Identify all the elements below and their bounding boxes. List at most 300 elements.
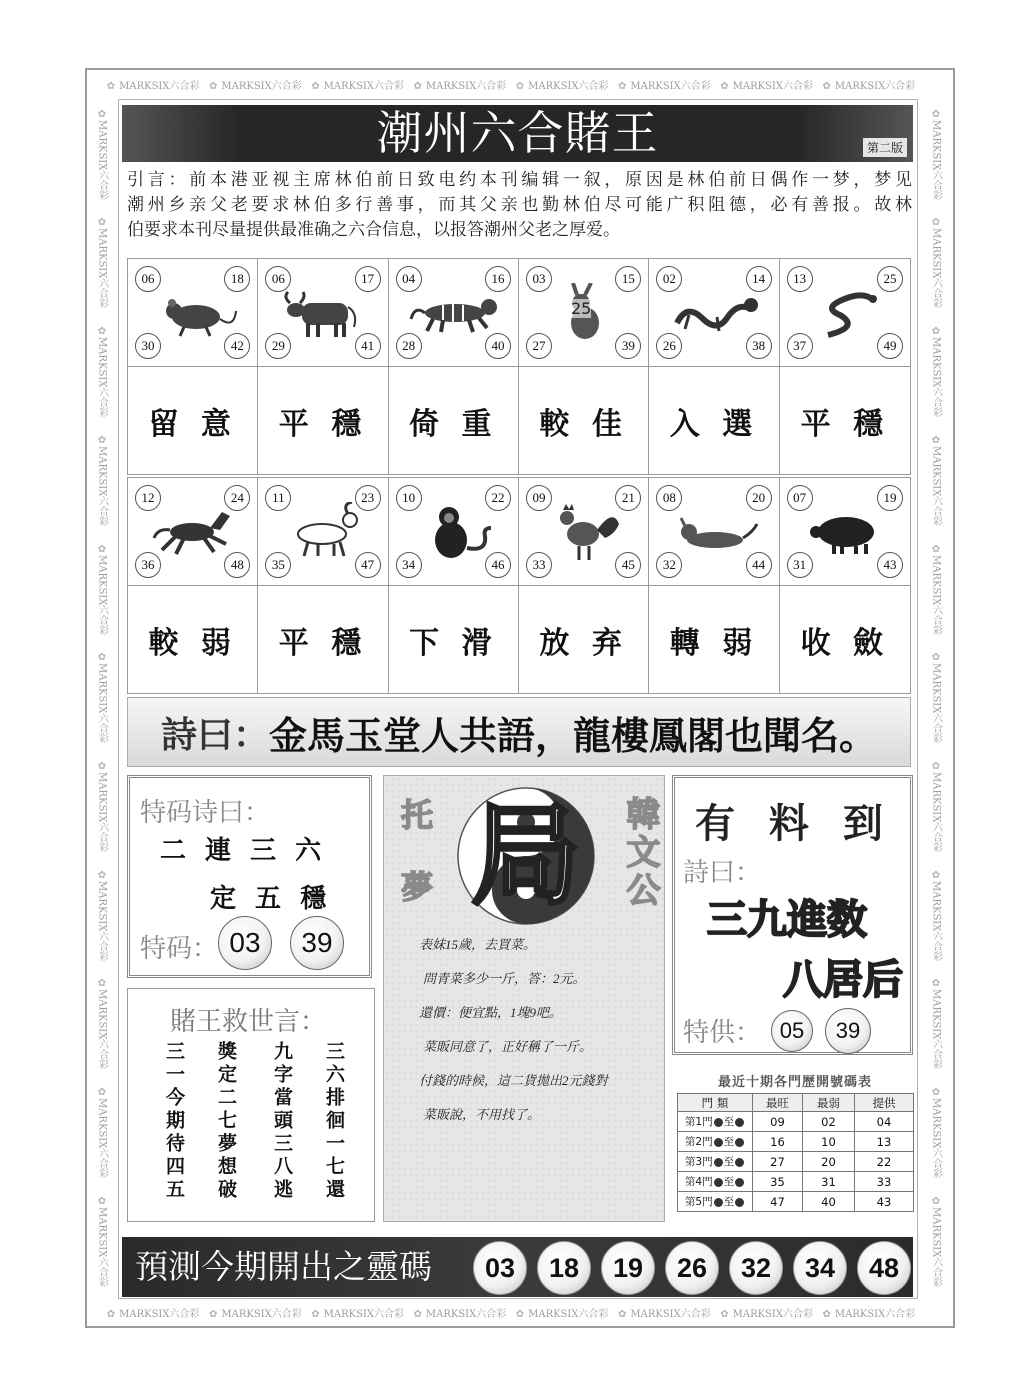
watermark-item <box>929 109 944 200</box>
zodiac-number: 45 <box>615 552 641 578</box>
flower-icon: ✿ <box>413 80 422 92</box>
watermark-item <box>818 1305 915 1320</box>
zodiac-picture <box>128 478 257 586</box>
dark-circle-icon <box>735 1178 744 1187</box>
watermark-border-bottom <box>100 1302 918 1322</box>
watermark-item <box>929 652 944 743</box>
watermark-item <box>95 109 110 200</box>
watermark-item <box>95 1087 110 1178</box>
watermark-text: MARKSIX六合彩 <box>96 119 108 201</box>
flower-icon: ✿ <box>930 1087 942 1099</box>
zodiac-picture <box>389 259 518 367</box>
watermark-text: MARKSIX六合彩 <box>732 1308 814 1320</box>
watermark-text: MARKSIX六合彩 <box>930 554 942 635</box>
watermark-item <box>929 761 944 852</box>
zodiac-number: 31 <box>787 552 813 578</box>
zodiac-cell <box>649 259 779 474</box>
watermark-item <box>95 761 110 852</box>
watermark-text: MARKSIX六合彩 <box>96 445 108 527</box>
history-table-block <box>677 1073 913 1212</box>
watermark-text: MARKSIX六合彩 <box>96 1098 108 1179</box>
dream-heading-right: 韓文公 <box>620 796 660 910</box>
zodiac-number: 09 <box>526 485 552 511</box>
zodiac-picture <box>258 478 387 586</box>
material-title: 有 料 到 <box>695 801 893 847</box>
flower-icon: ✿ <box>930 978 942 990</box>
zodiac-number: 07 <box>787 485 813 511</box>
zodiac-number: 35 <box>265 552 291 578</box>
verse-column: 三一今期待四五 <box>163 1041 185 1202</box>
watermark-text: MARKSIX六合彩 <box>425 1308 507 1320</box>
zodiac-picture <box>389 478 518 586</box>
zodiac-number: 24 <box>224 485 250 511</box>
watermark-item <box>409 1305 506 1320</box>
rooster-icon <box>539 502 629 562</box>
material-verse-line-2: 八居后 <box>783 957 903 1003</box>
dark-circle-icon <box>735 1118 744 1127</box>
zodiac-cell <box>389 259 519 474</box>
flower-icon: ✿ <box>617 1308 627 1320</box>
door-label: 第5門 <box>684 1196 713 1208</box>
supply-code-ball: 39 <box>825 1008 871 1054</box>
door-cell <box>678 1172 753 1192</box>
zodiac-number: 43 <box>877 552 903 578</box>
zodiac-number: 49 <box>877 333 903 359</box>
flower-icon: ✿ <box>930 217 942 229</box>
watermark-text: MARKSIX六合彩 <box>96 228 108 309</box>
zodiac-number: 34 <box>396 552 422 578</box>
prediction-label: 預測今期開出之靈碼 <box>135 1247 432 1286</box>
zodiac-number: 29 <box>265 333 291 359</box>
watermark-item <box>95 544 110 635</box>
watermark-text: MARKSIX六合彩 <box>323 80 405 92</box>
flower-icon: ✿ <box>720 1308 729 1320</box>
zodiac-number: 22 <box>485 485 511 511</box>
zodiac-number: 06 <box>265 266 291 292</box>
watermark-text: MARKSIX六合彩 <box>323 1308 405 1320</box>
zodiac-label: 轉 弱 <box>669 625 759 661</box>
history-table <box>677 1093 914 1212</box>
masthead <box>122 105 913 162</box>
watermark-text: MARKSIX六合彩 <box>630 1308 711 1320</box>
min-cell: 40 <box>803 1192 855 1212</box>
zodiac-cell <box>519 478 649 693</box>
ox-icon <box>278 283 368 343</box>
special-code-title: 特码诗曰： <box>140 798 271 828</box>
door-label: 第1門 <box>684 1116 713 1128</box>
watermark-text: MARKSIX六合彩 <box>834 1308 916 1320</box>
flower-icon: ✿ <box>96 1087 108 1099</box>
zodiac-cell <box>780 259 910 474</box>
prediction-ball: 48 <box>857 1241 911 1295</box>
watermark-item <box>929 435 944 526</box>
door-label: 第3門 <box>684 1156 713 1168</box>
prediction-ball: 32 <box>729 1241 783 1295</box>
watermark-text: MARKSIX六合彩 <box>96 989 108 1070</box>
material-verse-line-1: 三九進数 <box>707 897 867 943</box>
zodiac-label: 留 意 <box>148 406 237 442</box>
watermark-item <box>95 978 110 1069</box>
zodiac-label: 較 弱 <box>148 625 237 661</box>
min-cell: 20 <box>803 1152 855 1172</box>
zodiac-number: 20 <box>746 485 772 511</box>
zodiac-cell <box>389 478 519 693</box>
zodiac-number: 03 <box>526 266 552 292</box>
zodiac-picture <box>128 259 257 367</box>
max-cell: 35 <box>753 1172 803 1192</box>
min-cell: 02 <box>803 1112 855 1132</box>
watermark-text: MARKSIX六合彩 <box>930 880 942 962</box>
flower-icon: ✿ <box>515 1308 525 1320</box>
watermark-item <box>95 435 110 526</box>
flower-icon: ✿ <box>930 760 942 772</box>
dream-box <box>383 775 665 1222</box>
zodiac-picture <box>519 259 648 367</box>
table-header-cell: 提供 <box>855 1094 914 1112</box>
story-line: 菜販說，不用找了。 <box>423 1107 541 1122</box>
flower-icon: ✿ <box>96 434 108 446</box>
zodiac-number: 44 <box>746 552 772 578</box>
zodiac-row <box>127 258 911 475</box>
intro-paragraph <box>127 168 912 243</box>
gambler-words-title: 賭王救世言： <box>170 1007 327 1037</box>
watermark-text: MARKSIX六合彩 <box>732 80 814 92</box>
flower-icon: ✿ <box>930 652 942 664</box>
zodiac-grid <box>127 258 911 694</box>
watermark-text: MARKSIX六合彩 <box>425 80 507 92</box>
prediction-ball: 18 <box>537 1241 591 1295</box>
zodiac-cell <box>519 259 649 474</box>
watermark-border-right <box>923 100 949 1296</box>
zodiac-number: 10 <box>396 485 422 511</box>
dark-circle-icon <box>714 1198 723 1207</box>
watermark-text: MARKSIX六合彩 <box>834 80 916 92</box>
watermark-item <box>929 870 944 961</box>
flower-icon: ✿ <box>106 80 116 92</box>
zodiac-number: 08 <box>656 485 682 511</box>
watermark-text: MARKSIX六合彩 <box>119 1308 200 1320</box>
page-title: 潮州六合賭王 <box>376 106 659 160</box>
watermark-item <box>95 1196 110 1287</box>
edition-label: 第二版 <box>863 138 907 157</box>
table-row <box>678 1132 914 1152</box>
dog-icon <box>669 502 759 562</box>
watermark-item <box>95 870 110 961</box>
flower-icon: ✿ <box>96 108 108 120</box>
table-row <box>678 1112 914 1132</box>
zodiac-cell <box>780 478 910 693</box>
zodiac-number: 39 <box>615 333 641 359</box>
goat-icon <box>278 502 368 562</box>
watermark-item <box>929 1087 944 1178</box>
table-row <box>678 1172 914 1192</box>
watermark-item <box>929 544 944 635</box>
story-line: 付錢的時候，這二貨拋出2元錢對 <box>419 1073 608 1088</box>
watermark-item <box>103 77 200 92</box>
range-separator: 至 <box>723 1176 735 1188</box>
flower-icon: ✿ <box>96 543 108 555</box>
supply-cell: 43 <box>855 1192 914 1212</box>
zodiac-number: 14 <box>746 266 772 292</box>
flower-icon: ✿ <box>515 80 525 92</box>
poem-band <box>127 697 911 767</box>
poem-text: 金馬玉堂人共語，龍樓鳳閣也聞名。 <box>269 713 878 758</box>
watermark-text: MARKSIX六合彩 <box>119 80 200 92</box>
prediction-band <box>122 1237 913 1297</box>
flower-icon: ✿ <box>930 326 942 338</box>
watermark-text: MARKSIX六合彩 <box>930 1206 942 1288</box>
watermark-text: MARKSIX六合彩 <box>930 445 942 527</box>
dark-circle-icon <box>714 1158 723 1167</box>
watermark-item <box>716 77 813 92</box>
watermark-item <box>205 77 302 92</box>
watermark-text: MARKSIX六合彩 <box>96 880 108 962</box>
watermark-item <box>95 326 110 417</box>
zodiac-picture <box>780 259 910 367</box>
zodiac-number: 41 <box>355 333 381 359</box>
material-poem-label: 詩曰： <box>683 858 762 888</box>
watermark-item <box>307 1305 404 1320</box>
table-header-row <box>678 1094 914 1112</box>
zodiac-overlay-number: 25 <box>570 299 592 318</box>
range-separator: 至 <box>723 1116 735 1128</box>
zodiac-number: 26 <box>656 333 682 359</box>
max-cell: 27 <box>753 1152 803 1172</box>
watermark-item <box>929 1196 944 1287</box>
supply-cell: 22 <box>855 1152 914 1172</box>
watermark-text: MARKSIX六合彩 <box>930 771 942 853</box>
rat-icon <box>148 283 238 343</box>
watermark-item <box>929 978 944 1069</box>
max-cell: 09 <box>753 1112 803 1132</box>
zodiac-cell <box>649 478 779 693</box>
watermark-text: MARKSIX六合彩 <box>221 80 302 92</box>
watermark-text: MARKSIX六合彩 <box>96 1206 108 1288</box>
dark-circle-icon <box>735 1158 744 1167</box>
snake-icon <box>800 283 890 343</box>
special-code-ball: 39 <box>290 916 344 970</box>
gambler-words-box <box>127 988 375 1222</box>
zodiac-number: 23 <box>355 485 381 511</box>
zodiac-label: 平 穩 <box>278 625 368 661</box>
horse-icon <box>148 502 238 562</box>
history-table-title: 最近十期各門歷開號碼表 <box>717 1075 872 1090</box>
range-separator: 至 <box>723 1156 735 1168</box>
min-cell: 10 <box>803 1132 855 1152</box>
zodiac-picture <box>258 259 387 367</box>
door-cell <box>678 1152 753 1172</box>
flower-icon: ✿ <box>930 108 942 120</box>
verse-column: 獎定二七夢想破 <box>215 1041 237 1202</box>
flower-icon: ✿ <box>208 1308 218 1320</box>
zodiac-label: 平 穩 <box>800 406 890 442</box>
watermark-text: MARKSIX六合彩 <box>930 1098 942 1179</box>
flower-icon: ✿ <box>311 80 320 92</box>
zodiac-picture <box>780 478 910 586</box>
min-cell: 31 <box>803 1172 855 1192</box>
zodiac-cell <box>258 259 388 474</box>
flower-icon: ✿ <box>96 217 108 229</box>
prediction-ball: 19 <box>601 1241 655 1295</box>
zodiac-number: 19 <box>877 485 903 511</box>
prediction-ball: 26 <box>665 1241 719 1295</box>
flower-icon: ✿ <box>96 978 108 990</box>
watermark-item <box>512 1305 609 1320</box>
dark-circle-icon <box>714 1178 723 1187</box>
dark-circle-icon <box>714 1118 723 1127</box>
zodiac-number: 38 <box>746 333 772 359</box>
flower-icon: ✿ <box>930 434 942 446</box>
special-code-verse-line-2: 定 五 穩 <box>210 884 332 914</box>
watermark-text: MARKSIX六合彩 <box>528 1308 609 1320</box>
zodiac-label: 收 斂 <box>800 625 890 661</box>
door-label: 第4門 <box>684 1176 713 1188</box>
flower-icon: ✿ <box>96 869 108 881</box>
watermark-text: MARKSIX六合彩 <box>96 663 108 744</box>
prediction-ball: 03 <box>473 1241 527 1295</box>
watermark-text: MARKSIX六合彩 <box>930 663 942 744</box>
flower-icon: ✿ <box>106 1308 116 1320</box>
zodiac-cell <box>128 478 258 693</box>
story-line: 菜販同意了，正好稱了一斤。 <box>423 1039 593 1054</box>
dark-circle-icon <box>735 1198 744 1207</box>
watermark-item <box>614 77 711 92</box>
zodiac-number: 15 <box>615 266 641 292</box>
zodiac-number: 13 <box>787 266 813 292</box>
watermark-text: MARKSIX六合彩 <box>930 119 942 201</box>
flower-icon: ✿ <box>311 1308 320 1320</box>
zodiac-picture <box>649 478 778 586</box>
material-box <box>672 775 913 1055</box>
flower-icon: ✿ <box>96 652 108 664</box>
verse-column: 九字當頭三八逃 <box>271 1041 293 1202</box>
poem-prefix: 詩曰： <box>160 714 269 756</box>
watermark-text: MARKSIX六合彩 <box>930 228 942 309</box>
watermark-text: MARKSIX六合彩 <box>96 771 108 853</box>
zodiac-number: 04 <box>396 266 422 292</box>
zodiac-label: 下 滑 <box>409 625 498 661</box>
range-separator: 至 <box>723 1136 735 1148</box>
table-row <box>678 1152 914 1172</box>
story-line: 問青菜多少一斤，答：2元。 <box>423 971 586 986</box>
zodiac-number: 18 <box>224 266 250 292</box>
door-label: 第2門 <box>684 1136 713 1148</box>
table-header-cell: 最弱 <box>803 1094 855 1112</box>
zodiac-number: 46 <box>485 552 511 578</box>
zodiac-number: 25 <box>877 266 903 292</box>
watermark-item <box>205 1305 302 1320</box>
zodiac-number: 11 <box>265 485 291 511</box>
zodiac-number: 47 <box>355 552 381 578</box>
flower-icon: ✿ <box>930 869 942 881</box>
special-code-verse-line-1: 二 連 三 六 <box>160 836 327 866</box>
range-separator: 至 <box>723 1196 735 1208</box>
zodiac-number: 28 <box>396 333 422 359</box>
history-table-body <box>678 1112 914 1212</box>
zodiac-number: 40 <box>485 333 511 359</box>
watermark-text: MARKSIX六合彩 <box>528 80 609 92</box>
zodiac-number: 17 <box>355 266 381 292</box>
intro-line: 潮州乡亲父老要求林伯多行善事，而其父亲也勤林伯尽可能广积阻德，必有善报。故林 <box>127 195 912 215</box>
flower-icon: ✿ <box>96 1195 108 1207</box>
zodiac-number: 02 <box>656 266 682 292</box>
zodiac-label: 入 選 <box>669 406 759 442</box>
zodiac-number: 33 <box>526 552 552 578</box>
supply-cell: 04 <box>855 1112 914 1132</box>
zodiac-picture <box>519 478 648 586</box>
supply-cell: 33 <box>855 1172 914 1192</box>
watermark-item <box>614 1305 711 1320</box>
flower-icon: ✿ <box>208 80 218 92</box>
watermark-item <box>103 1305 200 1320</box>
door-cell <box>678 1132 753 1152</box>
dark-circle-icon <box>714 1138 723 1147</box>
zodiac-number: 42 <box>224 333 250 359</box>
zodiac-label: 放 弃 <box>539 625 628 661</box>
door-cell <box>678 1112 753 1132</box>
flower-icon: ✿ <box>96 760 108 772</box>
intro-line: 引言：前本港亚视主席林伯前日致电约本刊编辑一叙，原因是林伯前日偶作一梦，梦见 <box>127 170 912 190</box>
supply-code-ball: 05 <box>771 1010 813 1052</box>
zodiac-row <box>127 477 911 694</box>
zodiac-number: 21 <box>615 485 641 511</box>
zodiac-number: 48 <box>224 552 250 578</box>
prediction-ball: 34 <box>793 1241 847 1295</box>
flower-icon: ✿ <box>617 80 627 92</box>
table-header-cell: 門 類 <box>678 1094 753 1112</box>
zodiac-number: 30 <box>135 333 161 359</box>
verse-column: 三六排徊一七還 <box>323 1041 345 1202</box>
flower-icon: ✿ <box>720 80 729 92</box>
watermark-item <box>716 1305 813 1320</box>
monkey-icon <box>409 502 499 562</box>
watermark-text: MARKSIX六合彩 <box>930 337 942 418</box>
flower-icon: ✿ <box>930 543 942 555</box>
material-supply-label: 特供： <box>683 1018 762 1048</box>
special-code-label: 特码： <box>140 934 219 964</box>
watermark-item <box>409 77 506 92</box>
zodiac-number: 36 <box>135 552 161 578</box>
zodiac-cell <box>128 259 258 474</box>
zodiac-number: 32 <box>656 552 682 578</box>
supply-cell: 13 <box>855 1132 914 1152</box>
watermark-text: MARKSIX六合彩 <box>930 989 942 1070</box>
dragon-icon <box>669 283 759 343</box>
watermark-text: MARKSIX六合彩 <box>630 80 711 92</box>
watermark-border-left <box>89 100 115 1296</box>
flower-icon: ✿ <box>822 80 831 92</box>
intro-line: 伯要求本刊尽量提供最准确之六合信息，以报答潮州父老之厚爱。 <box>127 220 620 240</box>
watermark-item <box>929 217 944 308</box>
watermark-item <box>818 77 915 92</box>
zodiac-number: 12 <box>135 485 161 511</box>
flower-icon: ✿ <box>96 326 108 338</box>
zodiac-number: 16 <box>485 266 511 292</box>
watermark-item <box>307 77 404 92</box>
dream-heading-left: 托夢 <box>396 798 434 942</box>
zodiac-picture <box>649 259 778 367</box>
dark-circle-icon <box>735 1138 744 1147</box>
special-code-ball: 03 <box>218 916 272 970</box>
tiger-icon <box>409 283 499 343</box>
flower-icon: ✿ <box>413 1308 422 1320</box>
dream-center-character: 局 <box>471 792 581 920</box>
watermark-item <box>929 326 944 417</box>
table-row <box>678 1192 914 1212</box>
watermark-item <box>512 77 609 92</box>
watermark-border-top <box>100 74 918 94</box>
pig-icon <box>800 502 890 562</box>
